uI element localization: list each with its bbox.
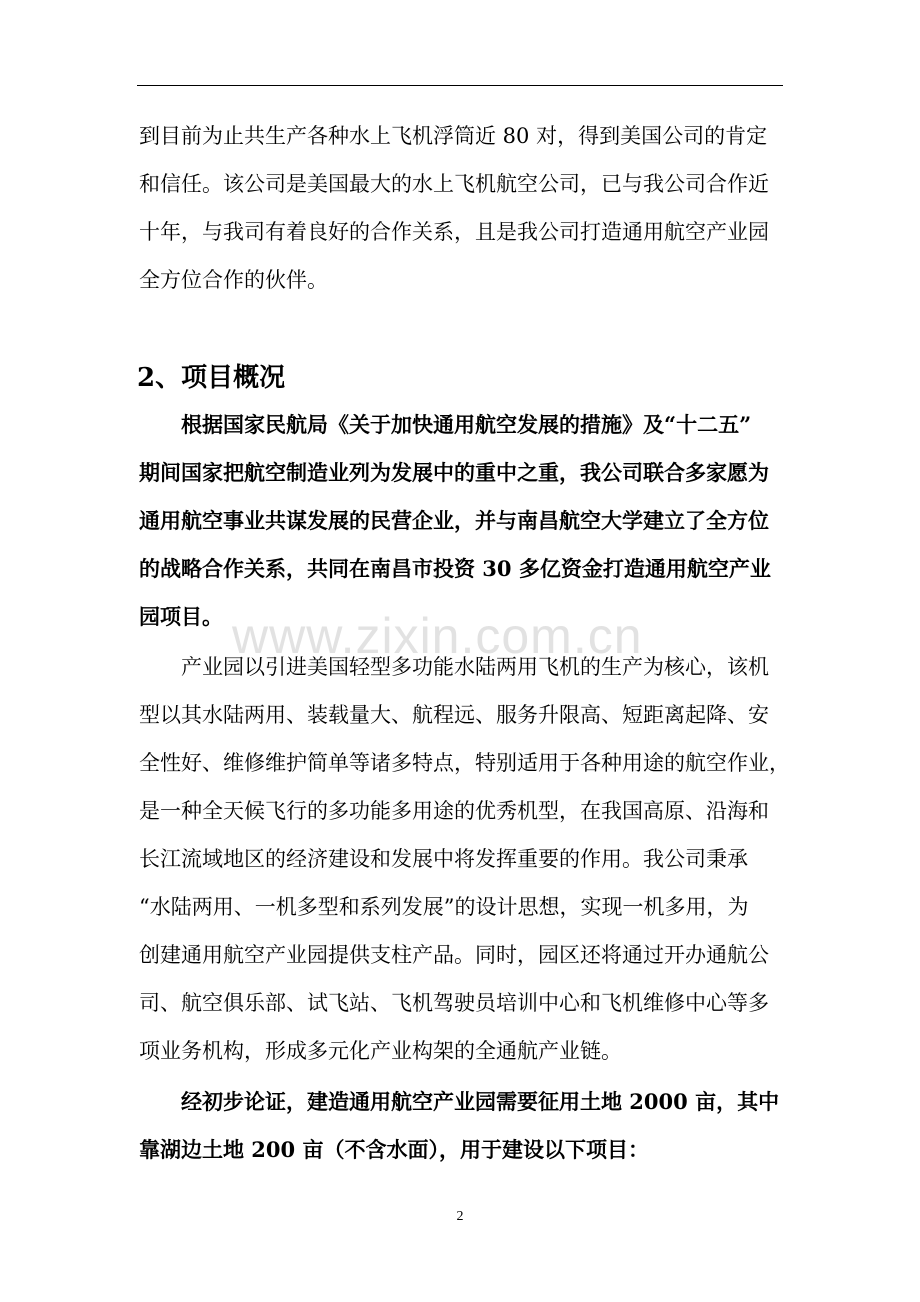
page-number: 2 [456,1209,464,1224]
bold-paragraph-line: 根据国家民航局《关于加快通用航空发展的措施》及“十二五” [181,412,752,437]
header-rule [137,85,783,86]
body-line: 是一种全天候飞行的多功能多用途的优秀机型，在我国高原、沿海和 [139,799,769,823]
body-line: 全方位合作的伙伴。 [139,268,328,292]
bold-paragraph-line: 经初步论证，建造通用航空产业园需要征用土地 2000 亩，其中 [181,1089,780,1114]
section-heading: 2、项目概况 [137,363,286,393]
bold-paragraph-line: 的战略合作关系，共同在南昌市投资 30 多亿资金打造通用航空产业 [139,556,771,581]
body-line: 司、航空俱乐部、试飞站、飞机驾驶员培训中心和飞机维修中心等多 [139,991,769,1015]
body-line: 型以其水陆两用、装载量大、航程远、服务升限高、短距离起降、安 [139,703,769,727]
body-line: 到目前为止共生产各种水上飞机浮筒近 80 对，得到美国公司的肯定 [139,124,768,148]
body-line: 全性好、维修维护简单等诸多特点，特别适用于各种用途的航空作业， [139,751,790,775]
watermark: www.zixin.com.cn [232,608,643,664]
bold-paragraph-line: 期间国家把航空制造业列为发展中的重中之重，我公司联合多家愿为 [139,460,769,485]
body-line: 项业务机构，形成多元化产业构架的全通航产业链。 [139,1039,622,1063]
body-line: 产业园以引进美国轻型多功能水陆两用飞机的生产为核心，该机 [181,655,769,679]
body-line: “水陆两用、一机多型和系列发展”的设计思想，实现一机多用，为 [139,895,749,919]
body-line: 和信任。该公司是美国最大的水上飞机航空公司，已与我公司合作近 [139,172,769,196]
bold-paragraph-line: 园项目。 [139,604,223,629]
body-line: 长江流域地区的经济建设和发展中将发挥重要的作用。我公司秉承 [139,847,748,871]
bold-paragraph-line: 靠湖边土地 200 亩（不含水面），用于建设以下项目： [139,1137,649,1162]
body-line: 创建通用航空产业园提供支柱产品。同时，园区还将通过开办通航公 [139,943,769,967]
body-line: 十年，与我司有着良好的合作关系，且是我公司打造通用航空产业园 [139,220,769,244]
bold-paragraph-line: 通用航空事业共谋发展的民营企业，并与南昌航空大学建立了全方位 [139,508,769,533]
